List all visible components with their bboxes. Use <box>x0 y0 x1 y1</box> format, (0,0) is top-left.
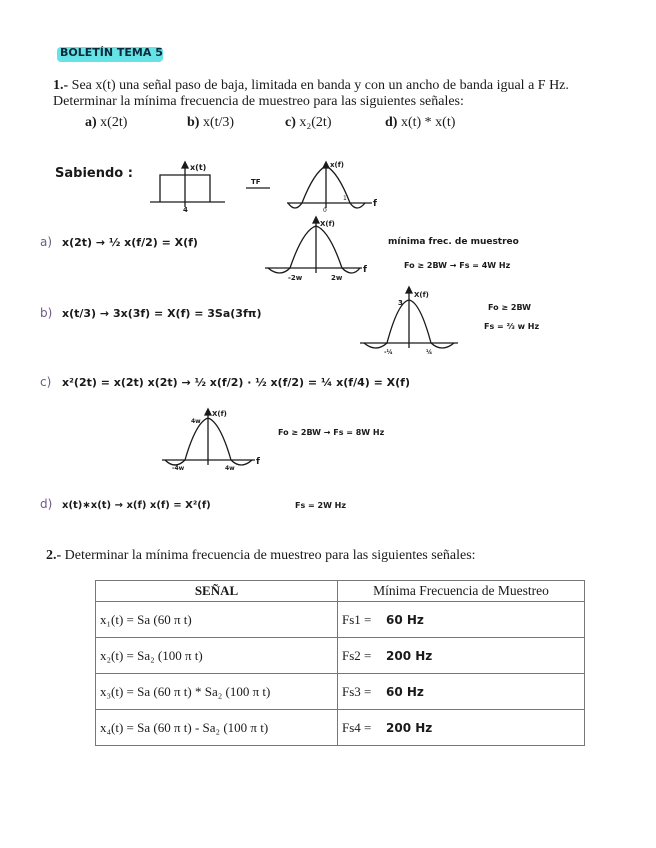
problem1-number: 1.- <box>53 78 69 93</box>
c-expr: x²(2t) = x(2t) x(2t) → ½ x(f/2) · ½ x(f/2) = ¼ x(f/4) = X(f) <box>62 376 410 389</box>
b-spectrum <box>360 287 458 348</box>
d-label: d) <box>40 497 53 511</box>
freq-value: 200 Hz <box>386 720 433 735</box>
freq-cell <box>338 638 585 674</box>
signal-cell: x₂(t) = Sa₂ (100 π t) <box>96 638 338 674</box>
signal-cell: x₃(t) = Sa (60 π t) * Sa₂ (100 π t) <box>96 674 338 710</box>
f-axis-a: f <box>363 265 367 275</box>
c-xf: X(f) <box>212 410 227 418</box>
c-tick-pos: 4w <box>225 465 235 472</box>
f-axis-c: f <box>256 457 260 467</box>
a-expr: x(2t) → ½ x(f/2) = X(f) <box>62 236 198 249</box>
signal-cell: x₁(t) = Sa (60 π t) <box>96 602 338 638</box>
option-c: c) x₂(2t) <box>285 115 332 130</box>
problem2-number: 2.- <box>46 548 62 563</box>
xt-label: x(t) <box>190 163 207 172</box>
f-axis-1: f <box>373 199 377 209</box>
freq-cell <box>338 710 585 746</box>
b-xf: X(f) <box>414 291 429 299</box>
signal-cell: x₄(t) = Sa (60 π t) - Sa₂ (100 π t) <box>96 710 338 746</box>
problem1-text: Sea x(t) una señal paso de baja, limitada en banda y con un ancho de banda igual a F Hz. Determinar la mínima frecuencia de muestreo para las siguientes señales: <box>53 78 569 109</box>
d-result: Fs = 2W Hz <box>295 501 347 510</box>
freq-label: Fs3 = <box>342 683 372 699</box>
option-a: a) x(2t) <box>85 115 128 130</box>
table-row <box>96 602 585 638</box>
freq-label: Fs1 = <box>342 611 372 627</box>
a-tick-neg: -2w <box>288 274 303 282</box>
freq-cell <box>338 674 585 710</box>
problem1-statement <box>53 78 613 110</box>
option-d: d) x(t) * x(t) <box>385 115 456 130</box>
sampling-table <box>95 580 585 746</box>
tick-four: 4 <box>183 206 188 214</box>
problem2-statement <box>46 548 476 564</box>
c-tick-top: 4w <box>191 418 201 425</box>
handwritten-notes <box>0 150 656 520</box>
option-b: b) x(t/3) <box>187 115 235 130</box>
sabiendo-text: Sabiendo : <box>55 166 133 181</box>
d-expr: x(t)∗x(t) → x(f) x(f) = X²(f) <box>62 500 211 511</box>
a-spectrum <box>265 217 362 273</box>
c-tick-neg: -4w <box>172 465 185 472</box>
a-xf: X(f) <box>320 220 335 228</box>
table-row <box>96 638 585 674</box>
freq-value: 200 Hz <box>386 648 433 663</box>
freq-cell <box>338 602 585 638</box>
tick-one: 1 <box>343 195 347 202</box>
tick-zero: 0 <box>323 207 327 214</box>
b-result-2: Fs = ⅔ w Hz <box>484 322 540 331</box>
b-expr: x(t/3) → 3x(3f) = X(f) = 3Sa(3fπ) <box>62 307 262 320</box>
b-tick-pos: ¼ <box>426 349 433 356</box>
freq-value: 60 Hz <box>386 684 424 699</box>
c-spectrum <box>162 409 255 465</box>
header-signal: SEÑAL <box>96 581 338 602</box>
problem2-text: Determinar la mínima frecuencia de muestreo para las siguientes señales: <box>64 548 476 563</box>
b-result-1: Fo ≥ 2BW <box>488 303 531 312</box>
b-tick-three: 3 <box>398 299 403 307</box>
table-header-row <box>96 581 585 602</box>
xf-label: x(f) <box>330 161 344 169</box>
page-heading: BOLETÍN TEMA 5 <box>60 46 163 59</box>
tf-label-1: TF <box>251 178 261 186</box>
rect-pulse-diagram <box>150 162 225 207</box>
table-row <box>96 674 585 710</box>
c-label: c) <box>40 375 52 389</box>
b-label: b) <box>40 306 53 320</box>
a-min-text: mínima frec. de muestreo <box>388 237 519 247</box>
b-tick-neg: -¼ <box>384 349 393 356</box>
a-label: a) <box>40 235 53 249</box>
freq-value: 60 Hz <box>386 612 424 627</box>
header-freq: Mínima Frecuencia de Muestreo <box>338 581 585 602</box>
freq-label: Fs2 = <box>342 647 372 663</box>
a-result: Fo ≥ 2BW → Fs = 4W Hz <box>404 261 511 270</box>
table-row <box>96 710 585 746</box>
c-result: Fo ≥ 2BW → Fs = 8W Hz <box>278 428 385 437</box>
freq-label: Fs4 = <box>342 719 372 735</box>
a-tick-pos: 2w <box>331 274 343 282</box>
